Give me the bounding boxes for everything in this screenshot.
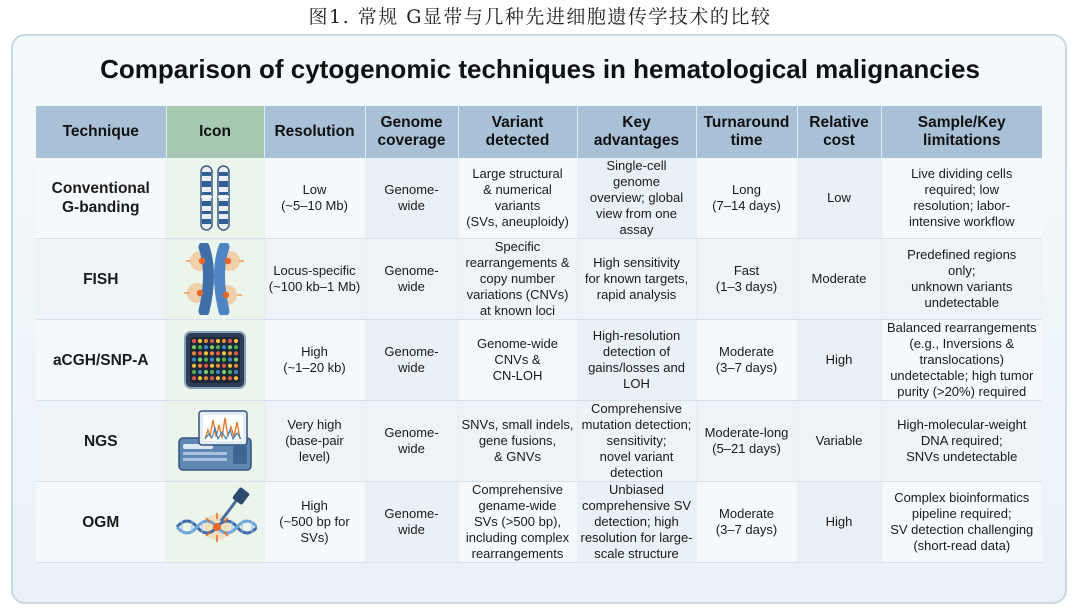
cell-technique: aCGH/SNP-A [36, 320, 166, 401]
header-turnaround-time: Turnaround time [696, 106, 797, 158]
header-relative-cost: Relative cost [797, 106, 881, 158]
cell-genome-coverage: Genome- wide [365, 239, 458, 320]
fish-probe-chromosome-icon [180, 243, 250, 315]
sequencer-instrument-icon [175, 408, 255, 474]
header-genome-coverage: Genome coverage [365, 106, 458, 158]
header-limitations: Sample/Key limitations [881, 106, 1042, 158]
cell-key-advantages: Single-cell genome overview; global view from one assay [577, 158, 696, 239]
cell-limitations: Complex bioinformatics pipeline required; SV detection challenging (short-read data) [881, 482, 1042, 563]
cell-limitations: High-molecular-weight DNA required; SNVs undetectable [881, 401, 1042, 482]
table-header-row [36, 106, 1042, 158]
cell-relative-cost: High [797, 320, 881, 401]
cell-turnaround-time: Fast (1–3 days) [696, 239, 797, 320]
cell-icon [166, 401, 264, 482]
table-row [36, 239, 1042, 320]
cell-turnaround-time: Long (7–14 days) [696, 158, 797, 239]
header-key-advantages: Key advantages [577, 106, 696, 158]
cell-resolution: Locus-specific (~100 kb–1 Mb) [264, 239, 365, 320]
cell-limitations: Live dividing cells required; low resolution; labor- intensive workflow [881, 158, 1042, 239]
cell-turnaround-time: Moderate (3–7 days) [696, 482, 797, 563]
cell-variant-detected: Comprehensive gename-wide SVs (>500 bp), including complex rearrangements [458, 482, 577, 563]
chromosome-banding-icon [185, 163, 245, 233]
cell-icon [166, 158, 264, 239]
cell-relative-cost: Moderate [797, 239, 881, 320]
header-icon: Icon [166, 106, 264, 158]
cell-key-advantages: Comprehensive mutation detection; sensitivity; novel variant detection [577, 401, 696, 482]
table-row [36, 158, 1042, 239]
cell-technique: Conventional G-banding [36, 158, 166, 239]
cell-variant-detected: SNVs, small indels, gene fusions, & GNVs [458, 401, 577, 482]
header-variant-detected: Variant detected [458, 106, 577, 158]
header-technique: Technique [36, 106, 166, 158]
cell-variant-detected: Specific rearrangements & copy number variations (CNVs) at known loci [458, 239, 577, 320]
table-row [36, 401, 1042, 482]
cell-technique: NGS [36, 401, 166, 482]
cell-relative-cost: High [797, 482, 881, 563]
figure-caption: 图1. 常规 G显带与几种先进细胞遗传学技术的比较 [308, 6, 772, 28]
cell-icon [166, 320, 264, 401]
cell-turnaround-time: Moderate-long (5–21 days) [696, 401, 797, 482]
cell-technique: FISH [36, 239, 166, 320]
cell-technique: OGM [36, 482, 166, 563]
cell-variant-detected: Genome-wide CNVs & CN-LOH [458, 320, 577, 401]
comparison-table [36, 106, 1042, 563]
cell-resolution: High (~1–20 kb) [264, 320, 365, 401]
microarray-chip-icon [182, 329, 248, 391]
cell-icon [166, 239, 264, 320]
cell-key-advantages: Unbiased comprehensive SV detection; high resolution for large- scale structure [577, 482, 696, 563]
table-row [36, 320, 1042, 401]
cell-limitations: Balanced rearrangements (e.g., Inversions & translocations) undetectable; high tumor purity (>20%) required [881, 320, 1042, 401]
cell-resolution: Very high (base-pair level) [264, 401, 365, 482]
figure-title: Comparison of cytogenomic techniques in hematological malignancies [100, 54, 980, 84]
cell-genome-coverage: Genome- wide [365, 482, 458, 563]
cell-relative-cost: Low [797, 158, 881, 239]
cell-key-advantages: High sensitivity for known targets, rapid analysis [577, 239, 696, 320]
cell-resolution: Low (~5–10 Mb) [264, 158, 365, 239]
optical-genome-mapping-icon [173, 487, 257, 557]
cell-resolution: High (~500 bp for SVs) [264, 482, 365, 563]
cell-genome-coverage: Genome- wide [365, 320, 458, 401]
cell-icon [166, 482, 264, 563]
table-row [36, 482, 1042, 563]
cell-key-advantages: High-resolution detection of gains/losses and LOH [577, 320, 696, 401]
header-resolution: Resolution [264, 106, 365, 158]
cell-limitations: Predefined regions only; unknown variants undetectable [881, 239, 1042, 320]
cell-relative-cost: Variable [797, 401, 881, 482]
cell-turnaround-time: Moderate (3–7 days) [696, 320, 797, 401]
cell-genome-coverage: Genome- wide [365, 158, 458, 239]
cell-genome-coverage: Genome- wide [365, 401, 458, 482]
cell-variant-detected: Large structural & numerical variants (SVs, aneuploidy) [458, 158, 577, 239]
